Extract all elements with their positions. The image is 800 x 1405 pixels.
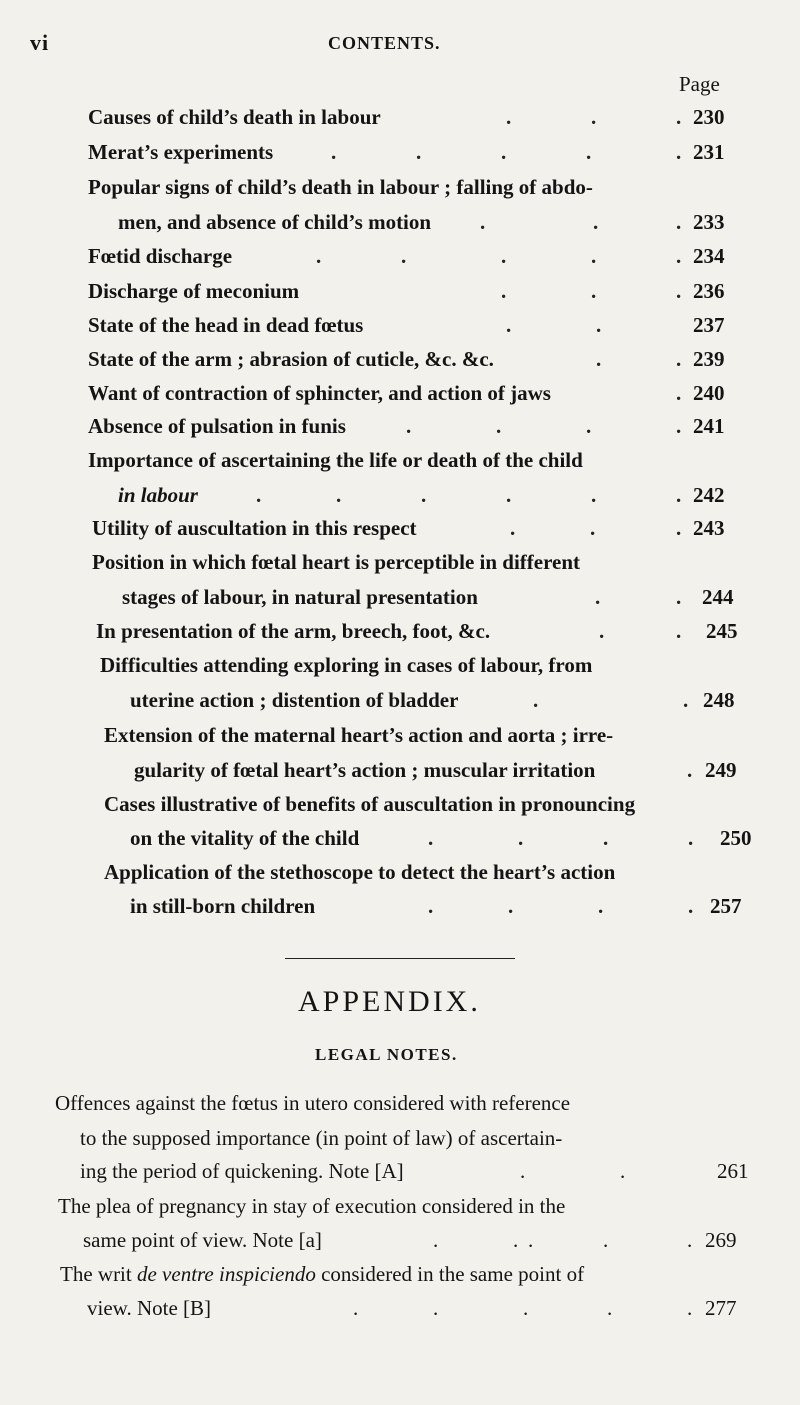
toc-entry-page: 244 [702, 585, 734, 609]
toc-entry-page: 236 [693, 279, 725, 303]
leader-dots: . [598, 894, 604, 918]
leader-dots: . [676, 279, 682, 303]
leader-dots: . [533, 688, 539, 712]
toc-entry-text: on the vitality of the child [130, 826, 360, 850]
leader-dots: . [593, 210, 599, 234]
toc-entry-text: In presentation of the arm, breech, foot, &c. [96, 619, 491, 643]
toc-entry-page: 230 [693, 105, 725, 129]
page-column-label: Page [679, 72, 720, 96]
toc-entry-page: 248 [703, 688, 735, 712]
section-divider [285, 958, 515, 959]
leader-dots: . [676, 414, 682, 438]
appendix-entry-text: same point of view. Note [a] [83, 1228, 322, 1252]
appendix-entry-text: to the supposed importance (in point of law) of ascertain- [80, 1126, 563, 1150]
toc-entry-text: Cases illustrative of benefits of auscultation in pronouncing [104, 792, 636, 816]
appendix-subtitle: LEGAL NOTES. [315, 1045, 458, 1064]
toc-entry-text: Absence of pulsation in funis [88, 414, 346, 438]
toc-entry-text: in still-born children [130, 894, 316, 918]
toc-entry-page: 239 [693, 347, 725, 371]
toc-entry-text: Popular signs of child’s death in labour ; falling of abdo- [88, 175, 593, 199]
leader-dots: . [586, 140, 592, 164]
toc-entry-page: 241 [693, 414, 725, 438]
appendix-entry-text-post: considered in the same point of [315, 1262, 585, 1286]
toc-entry-text: Importance of ascertaining the life or death of the child [88, 448, 583, 472]
leader-dots: . [676, 347, 682, 371]
toc-entry-page: 242 [693, 483, 725, 507]
leader-dots: . [591, 483, 597, 507]
appendix-entry-text: Offences against the fœtus in utero considered with reference [55, 1091, 571, 1115]
toc-entry-text: Position in which fœtal heart is perceptible in different [92, 550, 581, 574]
leader-dots: . [676, 105, 682, 129]
toc-entry-text: Want of contraction of sphincter, and action of jaws [88, 381, 551, 405]
appendix-entry-text: view. Note [B] [87, 1296, 212, 1320]
appendix-entry [80, 1124, 562, 1152]
toc-entry-page: 240 [693, 381, 725, 405]
leader-dots: . [676, 140, 682, 164]
leader-dots: . [591, 105, 597, 129]
toc-entry-page: 249 [705, 758, 737, 782]
toc-entry-page: 250 [720, 826, 752, 850]
leader-dots: . [406, 414, 412, 438]
appendix-entry [87, 1294, 777, 1322]
toc-entry-text: Utility of auscultation in this respect [92, 516, 417, 540]
toc-entry-text: State of the arm ; abrasion of cuticle, &c. &c. [88, 347, 494, 371]
appendix-entry-page: 277 [705, 1296, 737, 1320]
toc-entry-text: Merat’s experiments [88, 140, 274, 164]
leader-dots: . [433, 1228, 439, 1252]
leader-dots: . [428, 826, 434, 850]
appendix-entry [80, 1157, 770, 1185]
leader-dots: . [607, 1296, 613, 1320]
leader-dots: . [596, 313, 602, 337]
toc-entry-text: Difficulties attending exploring in cases of labour, from [100, 653, 593, 677]
appendix-entry-text-em: de ventre inspiciendo [136, 1262, 316, 1286]
leader-dots: . [676, 619, 682, 643]
leader-dots: . [599, 619, 605, 643]
toc-entry-page: 243 [693, 516, 725, 540]
leader-dots: . [676, 210, 682, 234]
leader-dots: . [496, 414, 502, 438]
toc-entry-text: men, and absence of child’s motion [118, 210, 432, 234]
leader-dots: . [501, 244, 507, 268]
toc-entry-text: State of the head in dead fœtus [88, 313, 364, 337]
leader-dots: . [688, 826, 694, 850]
toc-entry-page: 257 [710, 894, 742, 918]
leader-dots: . [428, 894, 434, 918]
leader-dots: . [501, 279, 507, 303]
leader-dots: . [331, 140, 337, 164]
leader-dots: . [596, 347, 602, 371]
leader-dots: . [433, 1296, 439, 1320]
leader-dots: . [591, 244, 597, 268]
appendix-entry-text: The plea of pregnancy in stay of execution considered in the [58, 1194, 566, 1218]
leader-dots: . [520, 1159, 526, 1183]
leader-dots: . [687, 758, 693, 782]
leader-dots: . [518, 826, 524, 850]
toc-entry-text: stages of labour, in natural presentation [122, 585, 478, 609]
leader-dots: . [513, 1228, 519, 1252]
toc-entry-text: uterine action ; distention of bladder [130, 688, 459, 712]
toc-entry-text: Causes of child’s death in labour [88, 105, 381, 129]
leader-dots: . [687, 1228, 693, 1252]
toc-entry-text: Fœtid discharge [88, 244, 233, 268]
toc-entry-text: gularity of fœtal heart’s action ; muscular irritation [134, 758, 596, 782]
leader-dots: . [401, 244, 407, 268]
leader-dots: . [336, 483, 342, 507]
appendix-entry [60, 1260, 584, 1288]
leader-dots: . [508, 894, 514, 918]
leader-dots: . [676, 585, 682, 609]
leader-dots: . [676, 381, 682, 405]
appendix-entry-text-pre: The writ [60, 1262, 137, 1286]
leader-dots: . [595, 585, 601, 609]
toc-entry-page: 237 [693, 313, 725, 337]
leader-dots: . [676, 483, 682, 507]
leader-dots: . [620, 1159, 626, 1183]
leader-dots: . [586, 414, 592, 438]
leader-dots: . [480, 210, 486, 234]
leader-dots: . [591, 279, 597, 303]
leader-dots: . [353, 1296, 359, 1320]
running-title: CONTENTS. [328, 33, 441, 53]
appendix-entry-page: 269 [705, 1228, 737, 1252]
leader-dots: . [676, 244, 682, 268]
page-folio: vi [30, 30, 50, 55]
leader-dots: . [256, 483, 262, 507]
toc-entry-page: 245 [706, 619, 738, 643]
leader-dots: . [687, 1296, 693, 1320]
leader-dots: . [683, 688, 689, 712]
leader-dots: . [506, 105, 512, 129]
leader-dots: . [676, 516, 682, 540]
appendix-entry-page: 261 [717, 1159, 749, 1183]
leader-dots: . [316, 244, 322, 268]
leader-dots: . [528, 1228, 534, 1252]
appendix-entry-text: ing the period of quickening. Note [A] [80, 1159, 404, 1183]
leader-dots: . [506, 313, 512, 337]
leader-dots: . [523, 1296, 529, 1320]
leader-dots: . [416, 140, 422, 164]
appendix-entry [55, 1089, 570, 1117]
toc-entry-page: 234 [693, 244, 725, 268]
toc-entry-text: in labour [118, 483, 198, 507]
toc-entry-text: Extension of the maternal heart’s action and aorta ; irre- [104, 723, 614, 747]
toc-entry-page: 233 [693, 210, 725, 234]
leader-dots: . [421, 483, 427, 507]
appendix-entry [58, 1192, 565, 1220]
leader-dots: . [590, 516, 596, 540]
leader-dots: . [506, 483, 512, 507]
appendix-title: APPENDIX. [298, 985, 481, 1018]
toc-entry-text: Discharge of meconium [88, 279, 300, 303]
leader-dots: . [603, 826, 609, 850]
leader-dots: . [501, 140, 507, 164]
leader-dots: . [688, 894, 694, 918]
leader-dots: . [603, 1228, 609, 1252]
toc-entry-page: 231 [693, 140, 725, 164]
leader-dots: . [510, 516, 516, 540]
appendix-entry [83, 1226, 773, 1254]
toc-entry-text: Application of the stethoscope to detect the heart’s action [104, 860, 616, 884]
